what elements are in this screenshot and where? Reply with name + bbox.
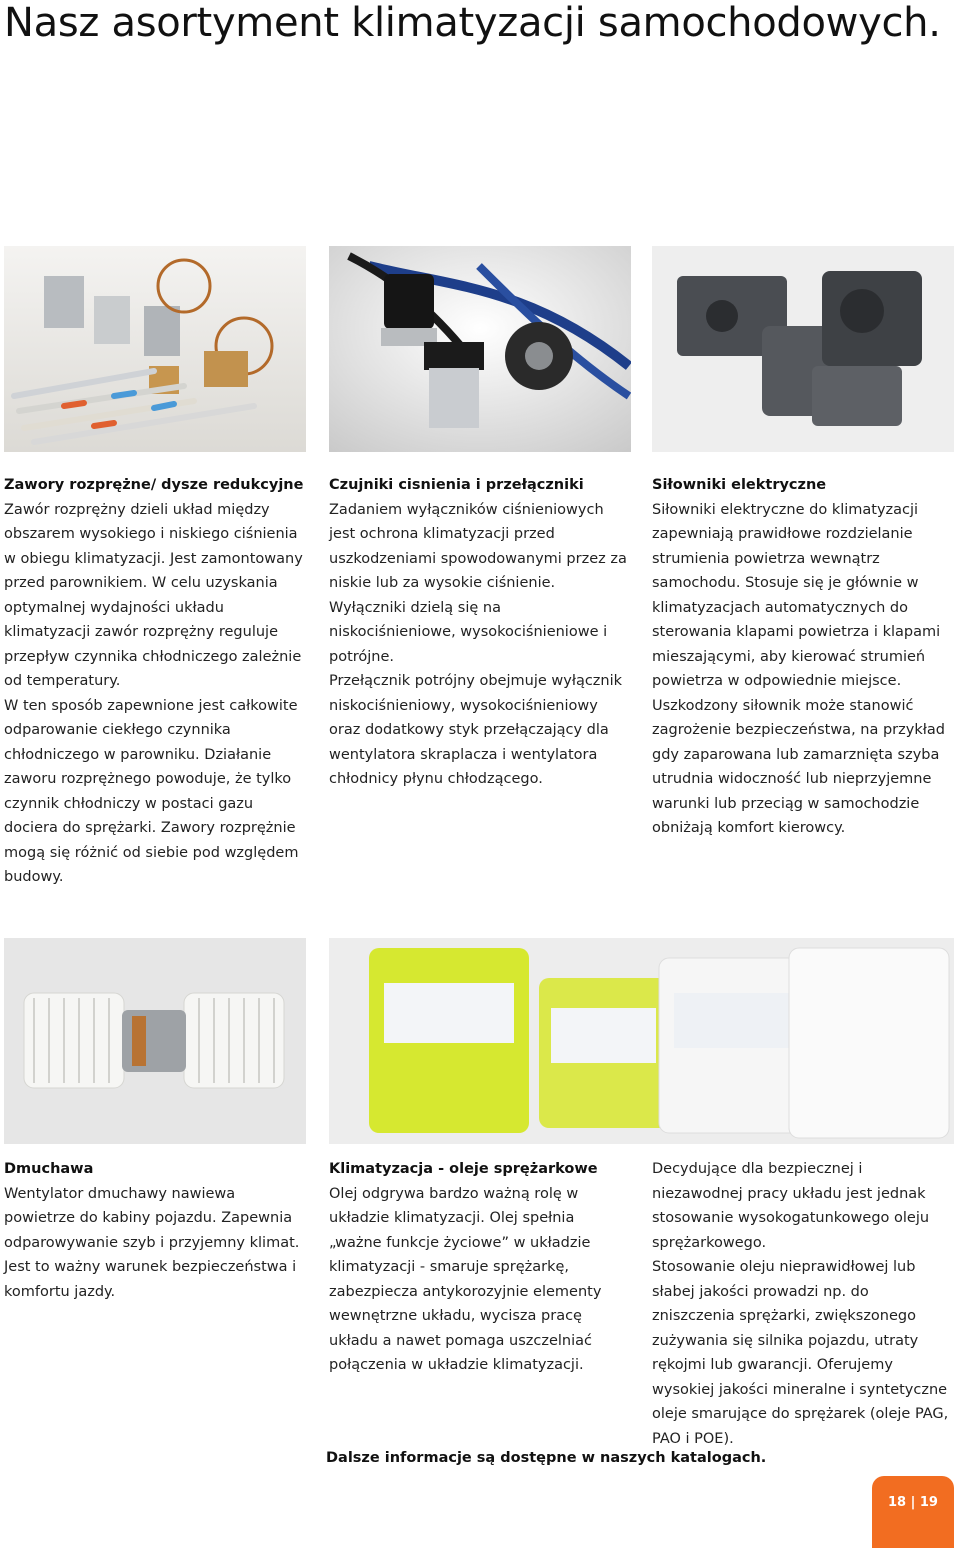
- section-paragraph: Siłowniki elektryczne do klimatyzacji zapewniają prawidłowe rozdzielanie strumienia powietrza wewnątrz samochodu. Stosuje się je głównie w klimatyzacjach automatycznych do sterowania klapami powietrza i klapami mieszającymi, aby kierować strumień powietrza w odpowiednie miejsce. Uszkodzony siłownik może stanowić zagrożenie bezpieczeństwa, na przykład gdy zaparowana lub zamarznięta szyba utrudnia widoczność lub nieprzyjemne warunki lub przeciąg w samochodzie obniżają komfort kierowcy.: [652, 501, 945, 836]
- section-oil-quality: [652, 1157, 954, 1451]
- page-number: 18 | 19: [888, 1495, 938, 1510]
- section-heading: Siłowniki elektryczne: [652, 477, 827, 493]
- pressure-switches-photo: [329, 246, 631, 452]
- section-blower: [4, 1157, 306, 1304]
- section-heading: Zawory rozprężne/ dysze redukcyjne: [4, 477, 304, 493]
- section-paragraph: Olej odgrywa bardzo ważną rolę w układzie klimatyzacji. Olej spełnia „ważne funkcje życiowe” w układzie klimatyzacji - smaruje sprężarkę, zabezpiecza antykorozyjnie elementy wewnętrzne układu, wycisza pracę układu a nawet pomaga uszczelniać połączenia w układzie klimatyzacji.: [329, 1185, 602, 1373]
- catalog-note: Dalsze informacje są dostępne w naszych katalogach.: [326, 1450, 767, 1466]
- section-paragraph: Zawór rozprężny dzieli układ między obszarem wysokiego i niskiego ciśnienia w obiegu klimatyzacji. Jest zamontowany przed parownikiem. W celu uzyskania optymalnej wydajności układu klimatyzacji zawór rozprężny reguluje przepływ czynnika chłodniczego zależnie od temperatury.: [4, 501, 303, 689]
- section-pressure-switches: [329, 473, 631, 792]
- page-number-tab: [872, 1476, 954, 1548]
- section-actuators: [652, 473, 954, 841]
- section-paragraph: Wentylator dmuchawy nawiewa powietrze do kabiny pojazdu. Zapewnia odparowywanie szyb i przyjemny klimat. Jest to ważny warunek bezpieczeństwa i komfortu jazdy.: [4, 1185, 300, 1300]
- section-heading: Czujniki cisnienia i przełączniki: [329, 477, 584, 493]
- section-paragraph: Zadaniem wyłączników ciśnieniowych jest ochrona klimatyzacji przed uszkodzeniami spowodowanymi przez za niskie lub za wysokie ciśnienie.: [329, 501, 627, 591]
- section-heading: Dmuchawa: [4, 1161, 94, 1177]
- page-title: Nasz asortyment klimatyzacji samochodowych.: [4, 0, 941, 46]
- section-paragraph: W ten sposób zapewnione jest całkowite odparowanie ciekłego czynnika chłodniczego w parowniku. Działanie zaworu rozprężnego powoduje, że tylko czynnik chłodniczy w postaci gazu dociera do sprężarki. Zawory rozprężnie mogą się różnić od siebie pod względem budowy.: [4, 697, 299, 885]
- actuators-photo: [652, 246, 954, 452]
- section-expansion-valves: [4, 473, 306, 890]
- section-heading: Decydujące dla bezpiecznej i niezawodnej pracy układu jest jednak stosowanie wysokogatunkowego oleju sprężarkowego.: [652, 1161, 930, 1251]
- section-paragraph: Wyłączniki dzielą się na niskociśnieniowe, wysokociśnieniowe i potrójne.: [329, 599, 608, 665]
- section-compressor-oils: [329, 1157, 631, 1378]
- section-heading: Klimatyzacja - oleje sprężarkowe: [329, 1161, 598, 1177]
- expansion-valves-photo: [4, 246, 306, 452]
- section-paragraph: Stosowanie oleju nieprawidłowej lub słabej jakości prowadzi np. do zniszczenia sprężarki, zwiększonego zużywania się silnika pojazdu, utraty rękojmi lub gwarancji. Oferujemy wysokiej jakości mineralne i syntetyczne oleje smarujące do sprężarek (oleje PAG, PAO i POE).: [652, 1259, 949, 1447]
- section-paragraph: Przełącznik potrójny obejmuje wyłącznik niskociśnieniowy, wysokociśnieniowy oraz dodatkowy styk przełączający dla wentylatora skraplacza i wentylatora chłodnicy płynu chłodzącego.: [329, 673, 623, 787]
- blower-photo: [4, 938, 306, 1144]
- compressor-oils-photo: [329, 938, 954, 1144]
